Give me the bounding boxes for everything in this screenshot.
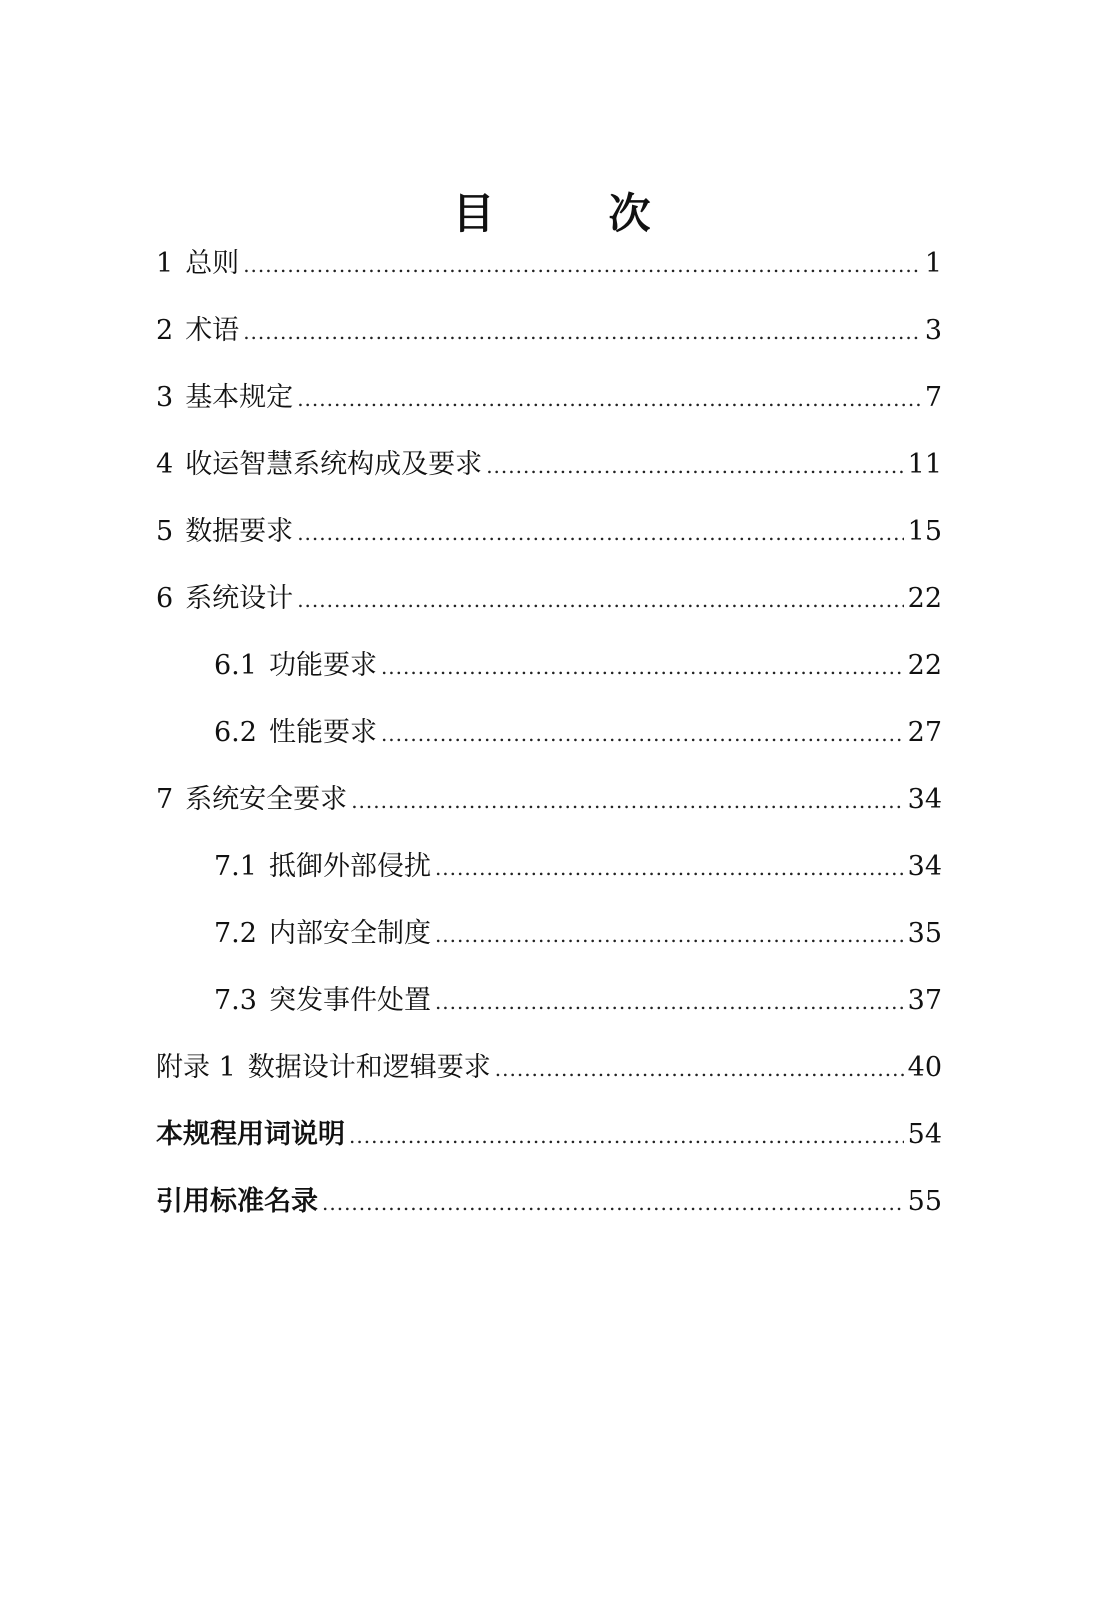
- toc-subentry[interactable]: [156, 709, 942, 776]
- toc-dot-leader: [435, 844, 904, 892]
- toc-entry-page: 1: [924, 248, 942, 279]
- toc-entry[interactable]: [156, 240, 942, 307]
- toc-entry-label: 内部安全制度: [268, 918, 431, 949]
- toc-entry-page: 3: [924, 315, 942, 346]
- toc-entry-number: 7.3: [214, 985, 257, 1016]
- toc-entry-label: 基本规定: [185, 382, 294, 413]
- toc-entry-page: 15: [907, 516, 942, 547]
- toc-entry-number: 6.2: [214, 717, 257, 748]
- toc-entry-label: 系统安全要求: [185, 784, 348, 815]
- toc-entry-label: 术语: [185, 315, 240, 346]
- toc-dot-leader: [495, 1045, 904, 1093]
- toc-entry-label: 数据设计和逻辑要求: [247, 1052, 491, 1083]
- toc-entry-referenced-standards[interactable]: [156, 1178, 942, 1245]
- table-of-contents: [156, 240, 942, 1245]
- toc-entry-label: 突发事件处置: [268, 985, 431, 1016]
- toc-dot-leader: [297, 375, 921, 423]
- toc-entry-number: 6.1: [214, 650, 257, 681]
- toc-entry-number: 3: [156, 382, 174, 413]
- toc-entry-page: 34: [907, 784, 942, 815]
- toc-entry-number: 7.2: [214, 918, 257, 949]
- toc-dot-leader: [322, 1179, 904, 1227]
- toc-entry-label: 本规程用词说明: [156, 1119, 345, 1150]
- toc-entry-label: 收运智慧系统构成及要求: [185, 449, 483, 480]
- toc-entry[interactable]: [156, 575, 942, 642]
- toc-dot-leader: [486, 442, 903, 490]
- toc-entry-page: 34: [907, 851, 942, 882]
- toc-entry[interactable]: [156, 307, 942, 374]
- toc-dot-leader: [381, 643, 904, 691]
- toc-entry-number: 1: [156, 248, 174, 279]
- toc-entry-number: 6: [156, 583, 174, 614]
- toc-entry-label: 抵御外部侵扰: [268, 851, 431, 882]
- toc-entry[interactable]: [156, 776, 942, 843]
- toc-entry-page: 22: [907, 583, 942, 614]
- toc-dot-leader: [351, 777, 903, 825]
- toc-entry-page: 35: [907, 918, 942, 949]
- toc-entry-page: 27: [907, 717, 942, 748]
- toc-dot-leader: [297, 509, 903, 557]
- toc-dot-leader: [381, 710, 904, 758]
- toc-entry[interactable]: [156, 441, 942, 508]
- toc-entry-label: 引用标准名录: [156, 1186, 318, 1217]
- toc-entry-label: 总则: [185, 248, 240, 279]
- toc-entry-page: 40: [907, 1052, 942, 1083]
- toc-entry-number: 5: [156, 516, 174, 547]
- page-title: 目 次: [452, 189, 687, 239]
- toc-entry-label: 系统设计: [185, 583, 294, 614]
- toc-entry-page: 7: [924, 382, 942, 413]
- toc-entry-number: 4: [156, 449, 174, 480]
- toc-entry-label: 性能要求: [268, 717, 377, 748]
- toc-subentry[interactable]: [156, 642, 942, 709]
- toc-subentry[interactable]: [156, 910, 942, 977]
- toc-entry-number: 2: [156, 315, 174, 346]
- toc-entry[interactable]: [156, 508, 942, 575]
- toc-entry-number: 7.1: [214, 851, 257, 882]
- toc-entry-label: 功能要求: [268, 650, 377, 681]
- toc-entry-label: 数据要求: [185, 516, 294, 547]
- toc-dot-leader: [243, 308, 921, 356]
- toc-entry-page: 22: [907, 650, 942, 681]
- toc-subentry[interactable]: [156, 977, 942, 1044]
- toc-dot-leader: [435, 911, 904, 959]
- toc-entry-page: 11: [907, 449, 942, 480]
- toc-dot-leader: [297, 576, 903, 624]
- toc-entry-page: 55: [907, 1186, 942, 1217]
- toc-entry-number: 附录 1: [156, 1052, 236, 1083]
- toc-subentry[interactable]: [156, 843, 942, 910]
- toc-entry-page: 37: [907, 985, 942, 1016]
- toc-entry-appendix[interactable]: [156, 1044, 942, 1111]
- toc-entry[interactable]: [156, 374, 942, 441]
- toc-entry-wording-explanation[interactable]: [156, 1111, 942, 1178]
- toc-entry-page: 54: [907, 1119, 942, 1150]
- toc-dot-leader: [349, 1112, 904, 1160]
- toc-entry-number: 7: [156, 784, 174, 815]
- toc-dot-leader: [243, 241, 921, 289]
- toc-dot-leader: [435, 978, 904, 1026]
